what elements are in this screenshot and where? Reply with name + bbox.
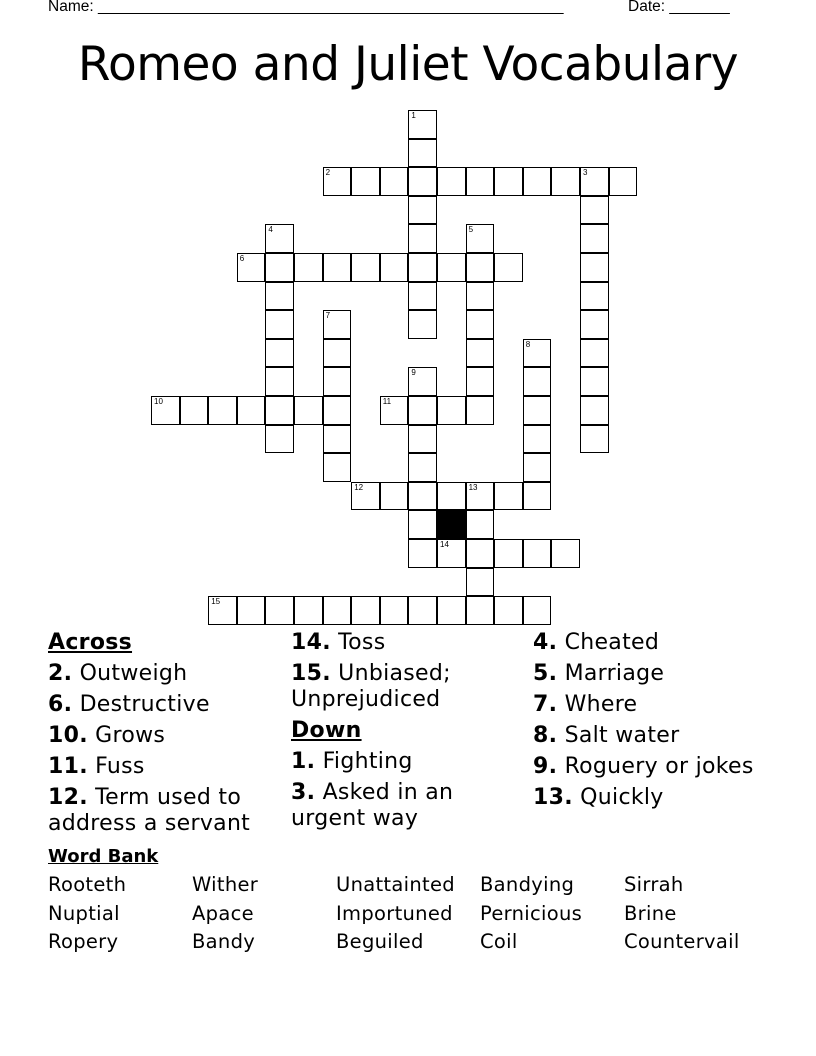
- clue-number-label: 4: [268, 225, 273, 235]
- grid-cell[interactable]: [523, 367, 552, 396]
- clue-number-label: 1: [411, 111, 416, 120]
- grid-cell[interactable]: [237, 396, 266, 425]
- clue-number-label: 13: [468, 482, 478, 492]
- grid-cell[interactable]: [437, 253, 466, 282]
- grid-cell[interactable]: [466, 282, 495, 311]
- grid-cell[interactable]: [237, 596, 266, 625]
- clue-text: Marriage: [564, 661, 665, 686]
- grid-cell[interactable]: [323, 425, 352, 454]
- clue-text: Toss: [338, 630, 386, 655]
- clue-column-1: [48, 630, 284, 842]
- grid-cell[interactable]: [437, 167, 466, 196]
- word-bank-item: Importuned: [336, 901, 453, 925]
- grid-cell[interactable]: [208, 596, 237, 625]
- grid-cell[interactable]: [408, 396, 437, 425]
- grid-cell[interactable]: [580, 196, 609, 225]
- clue-column-3: [533, 630, 769, 816]
- clue-number-label: 15: [211, 597, 221, 607]
- grid-cell[interactable]: [437, 396, 466, 425]
- clue-text: Where: [564, 692, 638, 717]
- grid-cell[interactable]: [580, 339, 609, 368]
- clue-number: 7.: [533, 692, 558, 717]
- word-bank-item: Sirrah: [624, 873, 684, 896]
- word-bank-item: Beguiled: [336, 930, 424, 953]
- clue-text: Term used to address a servant: [48, 785, 251, 836]
- grid-cell[interactable]: [466, 568, 495, 597]
- word-bank-title: Word Bank: [48, 846, 159, 867]
- word-bank-item: Countervail: [624, 930, 740, 953]
- grid-cell[interactable]: [466, 396, 495, 425]
- grid-cell[interactable]: [437, 539, 466, 568]
- clue-text: Quickly: [580, 785, 664, 810]
- grid-cell[interactable]: [437, 482, 466, 511]
- grid-cell[interactable]: [408, 453, 437, 482]
- across-heading: Across: [48, 630, 133, 655]
- clue-number: 6.: [48, 692, 73, 717]
- word-bank-item: Bandying: [480, 873, 575, 896]
- page-title: Romeo and Juliet Vocabulary: [77, 37, 739, 92]
- clue-number: 2.: [48, 661, 73, 686]
- grid-cell[interactable]: [523, 482, 552, 511]
- clue-down-3: [291, 780, 527, 832]
- grid-cell[interactable]: [323, 167, 352, 196]
- clue-down-5: [533, 661, 769, 687]
- word-bank-item: Pernicious: [480, 901, 583, 925]
- grid-cell[interactable]: [408, 596, 437, 625]
- grid-cell[interactable]: [265, 310, 294, 339]
- clue-text: Destructive: [79, 692, 210, 717]
- clue-number: 4.: [533, 630, 558, 655]
- clue-number: 3.: [291, 780, 316, 805]
- grid-cell[interactable]: [265, 396, 294, 425]
- clue-number-label: 10: [154, 397, 163, 406]
- grid-cell[interactable]: [294, 396, 323, 425]
- date-field: Date: _______: [628, 0, 730, 15]
- grid-cell[interactable]: [580, 310, 609, 339]
- grid-cell[interactable]: [380, 396, 409, 425]
- grid-cell[interactable]: [408, 196, 437, 225]
- clue-down-13: [533, 785, 769, 811]
- clue-number-label: 14: [440, 540, 449, 549]
- word-bank-item: Rooteth: [48, 873, 127, 896]
- clue-column-2: [291, 630, 527, 837]
- word-bank-item: Nuptial: [48, 901, 120, 925]
- clue-text: Cheated: [564, 630, 660, 655]
- grid-cell[interactable]: [494, 596, 523, 625]
- clue-number-label: 9: [411, 368, 416, 378]
- clue-number: 14.: [291, 630, 331, 655]
- grid-cell[interactable]: [466, 167, 495, 196]
- grid-cell[interactable]: [551, 167, 580, 196]
- grid-cell[interactable]: [437, 596, 466, 625]
- clue-number: 9.: [533, 754, 558, 779]
- grid-cell[interactable]: [208, 396, 237, 425]
- clue-down-1: [291, 749, 527, 775]
- grid-cell[interactable]: [408, 282, 437, 311]
- clue-number-label: 8: [525, 339, 531, 349]
- grid-cell[interactable]: [351, 167, 380, 196]
- grid-cell[interactable]: [580, 224, 609, 253]
- grid-cell[interactable]: [523, 167, 552, 196]
- grid-cell[interactable]: [466, 224, 495, 253]
- black-square: [437, 510, 466, 539]
- grid-cell[interactable]: [380, 596, 409, 625]
- clue-across-12: [48, 785, 284, 837]
- word-bank-item: Coil: [480, 930, 518, 953]
- grid-cell[interactable]: [523, 453, 552, 482]
- grid-cell[interactable]: [408, 167, 437, 196]
- clue-number: 13.: [533, 785, 573, 810]
- grid-cell[interactable]: [408, 253, 437, 282]
- word-bank-item: Apace: [192, 901, 254, 925]
- clue-number: 15.: [291, 661, 331, 686]
- clue-number-label: 5: [468, 225, 474, 235]
- grid-cell[interactable]: [580, 425, 609, 454]
- grid-cell[interactable]: [265, 253, 294, 282]
- grid-cell[interactable]: [609, 167, 638, 196]
- clue-across-15: [291, 661, 527, 713]
- grid-cell[interactable]: [408, 367, 437, 396]
- clue-across-2: [48, 661, 284, 687]
- grid-cell[interactable]: [466, 539, 495, 568]
- clue-across-14: [291, 630, 527, 656]
- grid-cell[interactable]: [180, 396, 209, 425]
- grid-cell[interactable]: [323, 339, 352, 368]
- grid-cell[interactable]: [466, 310, 495, 339]
- clue-number: 11.: [48, 754, 88, 779]
- clue-down-8: [533, 723, 769, 749]
- clue-number: 10.: [48, 723, 88, 748]
- grid-cell[interactable]: [580, 396, 609, 425]
- clue-text: Salt water: [564, 723, 680, 748]
- grid-cell[interactable]: [408, 425, 437, 454]
- grid-cell[interactable]: [466, 482, 495, 511]
- grid-cell[interactable]: [265, 282, 294, 311]
- grid-cell[interactable]: [265, 339, 294, 368]
- grid-cell[interactable]: [580, 167, 609, 196]
- grid-cell[interactable]: [380, 167, 409, 196]
- grid-cell[interactable]: [580, 253, 609, 282]
- grid-cell[interactable]: [523, 396, 552, 425]
- grid-cell[interactable]: [351, 253, 380, 282]
- grid-cell[interactable]: [408, 510, 437, 539]
- name-field: Name: ______________________________________________________: [48, 0, 564, 15]
- clue-down-7: [533, 692, 769, 718]
- grid-cell[interactable]: [265, 425, 294, 454]
- grid-cell[interactable]: [466, 596, 495, 625]
- grid-cell[interactable]: [494, 539, 523, 568]
- word-bank: [48, 873, 768, 959]
- grid-cell[interactable]: [466, 510, 495, 539]
- clue-down-4: [533, 630, 769, 656]
- clue-text: Unbiased; Unprejudiced: [291, 661, 451, 712]
- grid-cell[interactable]: [265, 367, 294, 396]
- grid-cell[interactable]: [380, 482, 409, 511]
- grid-cell[interactable]: [323, 453, 352, 482]
- clue-across-10: [48, 723, 284, 749]
- clue-text: Roguery or jokes: [564, 754, 754, 779]
- clue-number: 1.: [291, 749, 316, 774]
- grid-cell[interactable]: [323, 367, 352, 396]
- grid-cell[interactable]: [380, 253, 409, 282]
- clue-number-label: 6: [239, 254, 245, 263]
- grid-cell[interactable]: [408, 482, 437, 511]
- grid-cell[interactable]: [408, 539, 437, 568]
- word-bank-item: Bandy: [192, 930, 256, 953]
- grid-cell[interactable]: [523, 339, 552, 368]
- grid-cell[interactable]: [408, 110, 437, 139]
- grid-cell[interactable]: [323, 396, 352, 425]
- clue-text: Fuss: [95, 754, 145, 779]
- grid-cell[interactable]: [294, 596, 323, 625]
- clue-number-label: 11: [382, 397, 392, 406]
- grid-cell[interactable]: [466, 253, 495, 282]
- grid-cell[interactable]: [351, 482, 380, 511]
- clue-number: 12.: [48, 785, 88, 810]
- grid-cell[interactable]: [494, 167, 523, 196]
- clue-text: Grows: [95, 723, 166, 748]
- grid-cell[interactable]: [351, 596, 380, 625]
- grid-cell[interactable]: [323, 596, 352, 625]
- grid-cell[interactable]: [466, 367, 495, 396]
- grid-cell[interactable]: [580, 367, 609, 396]
- grid-cell[interactable]: [523, 539, 552, 568]
- grid-cell[interactable]: [237, 253, 266, 282]
- grid-cell[interactable]: [523, 425, 552, 454]
- grid-cell[interactable]: [580, 282, 609, 311]
- clue-number: 8.: [533, 723, 558, 748]
- grid-cell[interactable]: [151, 396, 180, 425]
- grid-cell[interactable]: [466, 339, 495, 368]
- word-bank-item: Brine: [624, 901, 677, 925]
- grid-cell[interactable]: [294, 253, 323, 282]
- clue-across-6: [48, 692, 284, 718]
- grid-cell[interactable]: [494, 253, 523, 282]
- clue-number-label: 12: [354, 482, 364, 492]
- grid-cell[interactable]: [494, 482, 523, 511]
- grid-cell[interactable]: [265, 224, 294, 253]
- clue-across-11: [48, 754, 284, 780]
- grid-cell[interactable]: [408, 139, 437, 168]
- down-heading: Down: [291, 718, 362, 743]
- clue-text: Outweigh: [79, 661, 188, 686]
- clue-text: Fighting: [322, 749, 413, 774]
- grid-cell[interactable]: [408, 224, 437, 253]
- clue-down-9: [533, 754, 769, 780]
- grid-cell[interactable]: [323, 310, 352, 339]
- word-bank-item: Unattainted: [336, 873, 455, 896]
- grid-cell[interactable]: [523, 596, 552, 625]
- grid-cell[interactable]: [265, 596, 294, 625]
- clue-number-label: 2: [325, 168, 331, 178]
- word-bank-item: Wither: [192, 873, 259, 896]
- word-bank-item: Ropery: [48, 930, 119, 953]
- grid-cell[interactable]: [551, 539, 580, 568]
- clue-number: 5.: [533, 661, 558, 686]
- clue-number-label: 3: [583, 168, 588, 178]
- grid-cell[interactable]: [408, 310, 437, 339]
- grid-cell[interactable]: [323, 253, 352, 282]
- clue-number-label: 7: [325, 311, 331, 321]
- clue-text: Asked in an urgent way: [291, 780, 454, 831]
